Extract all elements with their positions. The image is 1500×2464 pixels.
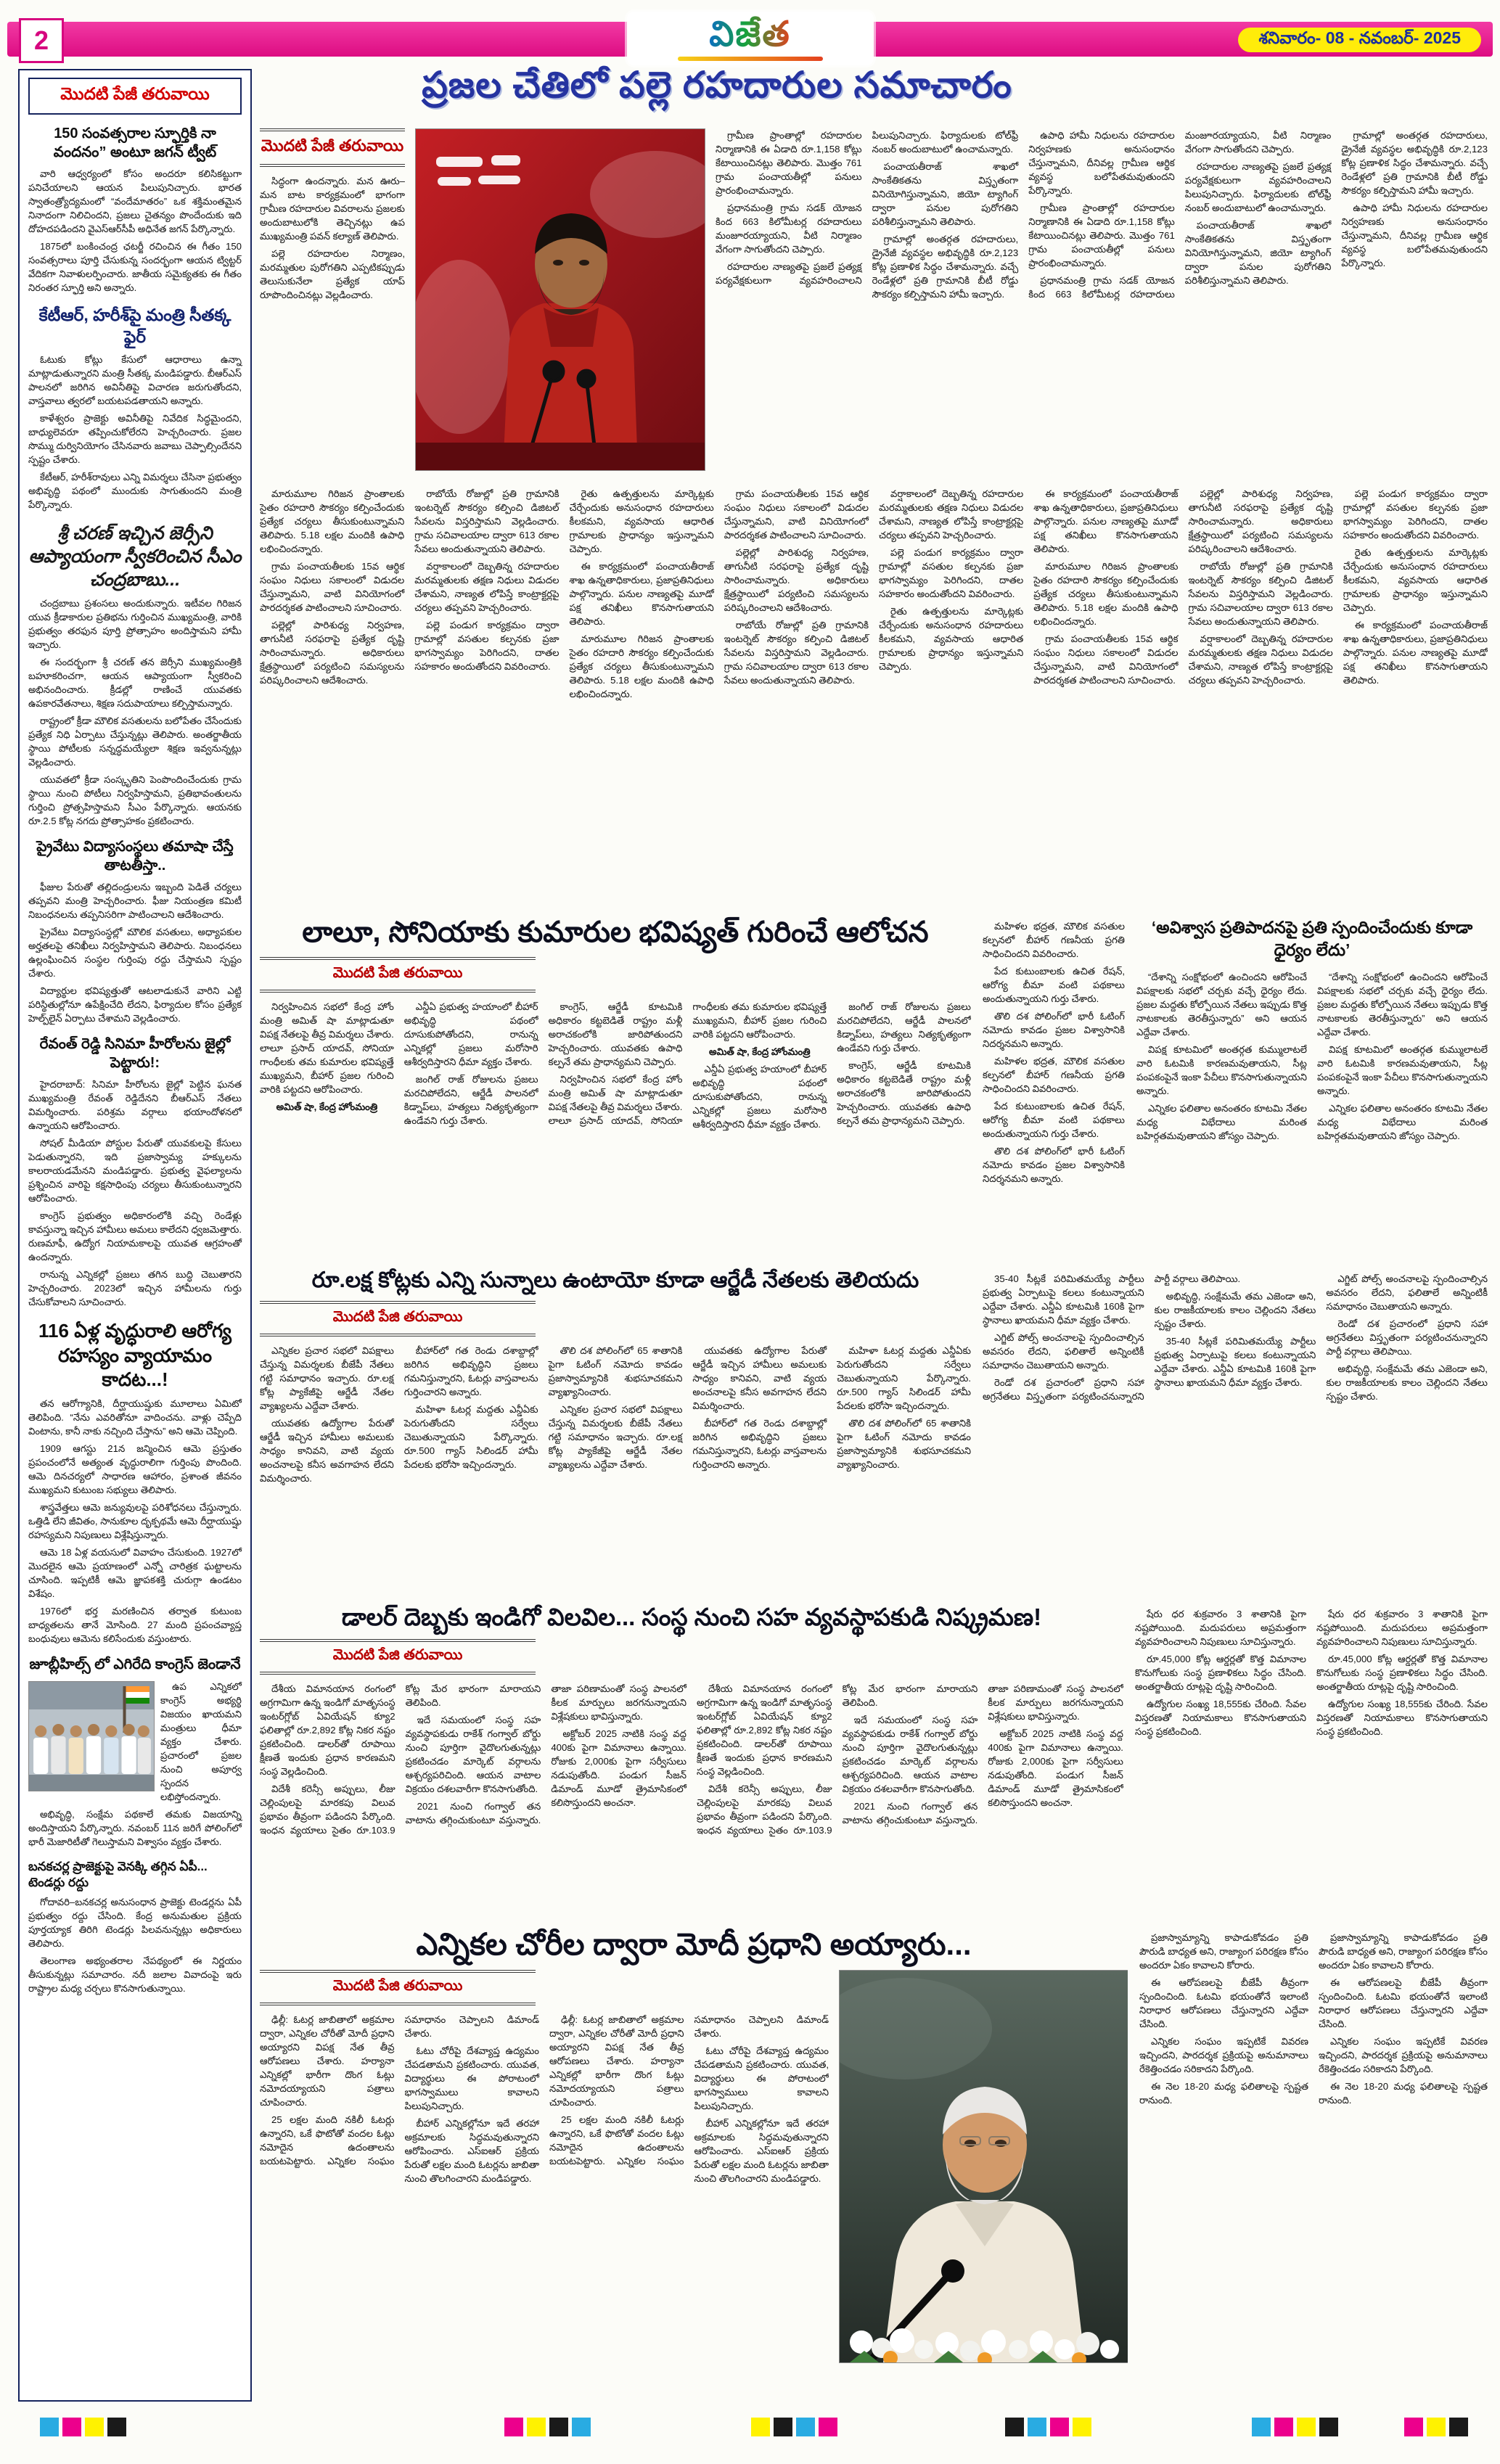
body-paragraph: గ్రామాల్లో అంతర్గత రహదారులు, డ్రైనేజీ వ్యవస్థల అభివృద్ధికి రూ.2,123 కోట్ల ప్రణాళిక సిద్ధం చేశామన్నారు. వచ్చే రెండేళ్లలో ప్రతి గ్రామానికి బీటీ రోడ్డు సౌకర్యం కల్పిస్తామని హామీ ఇచ్చారు. <box>1341 130 1488 196</box>
body-paragraph: రూ.45,000 కోట్ల ఆర్డర్లతో కొత్త విమానాల కొనుగోలుకు సంస్థ ప్రణాళికలు సిద్ధం చేసింది. అంతర్జాతీయ రూట్లపై దృష్టి సారించింది. <box>1135 1654 1306 1692</box>
body-paragraph: గ్రామ పంచాయతీలకు 15వ ఆర్థిక సంఘం నిధులు సకాలంలో విడుదల చేస్తున్నామని, వాటి వినియోగంలో పారదర్శకత పాటించాలని సూచించారు. <box>1033 633 1179 686</box>
body-paragraph: తన ఆరోగ్యానికి, దీర్ఘాయుష్షుకు మూలాలు ఏమిటో తెలిపింది. “నేను ఎవరితోనూ వాదించను. వాళ్లు చెప్పేది వింటాను, కానీ నాకు నచ్చింది చేస్తాను” అని ఆమె చెప్పింది. <box>28 1398 242 1437</box>
article-body <box>28 1397 242 1646</box>
body-paragraph: అభివృద్ధి, సంక్షేమ పథకాలే తమకు విజయాన్ని అందిస్తాయని పేర్కొన్నారు. నవంబర్ 11న జరిగే పోలింగ్‌లో భారీ మెజారిటీతో గెలుస్తామని విశ్వాసం వ్యక్తం చేశారు. <box>28 1808 242 1847</box>
article-body-middle-column <box>983 915 1125 1256</box>
masthead-swoosh-decoration <box>678 57 823 61</box>
body-paragraph: రైతు ఉత్పత్తులను మార్కెట్లకు చేర్చేందుకు అనుసంధాన రహదారులు కీలకమని, వ్యవసాయ ఆధారిత గ్రామాలకు ప్రాధాన్యం ఇస్తున్నామని చెప్పారు. <box>879 606 1024 672</box>
body-paragraph: ఈ నెల 18-20 మధ్య ఫలితాలపై స్పష్టత రానుంది. <box>1319 2081 1488 2106</box>
article-title: శ్రీ చరణ్ ఇచ్చిన జెర్సీని ఆప్యాయంగా స్వీకరించిన సీఎం చంద్రబాబు... <box>28 523 242 591</box>
body-paragraph: జంగిల్ రాజ్ రోజులను ప్రజలు మరచిపోలేదని, ఆర్జేడీ పాలనలో కిడ్నాప్‌లు, హత్యలు నిత్యకృత్యంగా ఉండేవని గుర్తు చేశారు. <box>403 1074 538 1126</box>
body-paragraph: 1976లో భర్త మరణించిన తర్వాత కుటుంబ బాధ్యతలను తానే మోసింది. 27 మంది ప్రపంచవ్యాప్త బంధువులు ఆమెను కలిసేందుకు వస్తుంటారు. <box>28 1606 242 1645</box>
body-paragraph: రూ.45,000 కోట్ల ఆర్డర్లతో కొత్త విమానాల కొనుగోలుకు సంస్థ ప్రణాళికలు సిద్ధం చేసింది. అంతర్జాతీయ రూట్లపై దృష్టి సారించింది. <box>1316 1654 1488 1692</box>
body-paragraph: ఎన్నికల ఫలితాల అనంతరం కూటమి నేతల మధ్య విభేదాలు మరింత బహిర్గతమవుతాయని జోస్యం చెప్పారు. <box>1136 1103 1307 1142</box>
body-paragraph: 35-40 సీట్లకే పరిమితమయ్యే పార్టీలు ప్రభుత్వ ఏర్పాటుపై కలలు కంటున్నాయని ఎద్దేవా చేశారు. ఎన్డీఏ కూటమికి 160కి పైగా స్థానాలు ఖాయమని ధీమా వ్యక్తం చేశారు. <box>983 1273 1144 1326</box>
body-paragraph: చంద్రబాబు ప్రశంసలు అందుకున్నారు. ఇటీవల గిరిజన యువ క్రీడాకారుల ప్రతిభను గుర్తించిన ముఖ్యమంత్రి, వారికి ప్రభుత్వం తరఫున పూర్తి ప్రోత్సాహం అందిస్తామని హామీ ఇచ్చారు. <box>28 598 242 651</box>
body-paragraph: అక్టోబర్ 2025 నాటికి సంస్థ వద్ద 400కు పైగా విమానాలు ఉన్నాయి. రోజుకు 2,000కు పైగా సర్వీసులు నడుపుతోంది. పండుగ సీజన్ డిమాండ్ మూడో త్రైమాసికంలో కలిసొస్తుందని అంచనా. <box>988 1728 1123 1808</box>
registration-mark-group <box>40 2418 126 2436</box>
body-paragraph: 25 లక్షల మంది నకిలీ ఓటర్లు ఉన్నారని, ఒకే ఫొటోతో వందల ఓట్లు నమోదైన ఉదంతాలను బయటపెట్టారు. ఎన్నికల సంఘం సమాధానం చెప్పాలని డిమాండ్ చేశారు. <box>549 2014 829 2167</box>
body-paragraph: తొలి దశ పోలింగ్‌లో 65 శాతానికి పైగా ఓటింగ్ నమోదు కావడం ప్రజాస్వామ్యానికి శుభసూచకమని వ్యాఖ్యానించారు. <box>837 1418 971 1470</box>
body-paragraph: మారుమూల గిరిజన ప్రాంతాలకు సైతం రహదారి సౌకర్యం కల్పించేందుకు ప్రత్యేక చర్యలు తీసుకుంటున్నామని తెలిపారు. 5.18 లక్షల మందికి ఉపాధి లభించిందన్నారు. <box>569 633 714 699</box>
body-paragraph: అమిత్ షా, కేంద్ర హోంమంత్రి <box>276 1101 378 1112</box>
body-paragraph: ఈ కార్యక్రమంలో పంచాయతీరాజ్ శాఖ ఉన్నతాధికారులు, ప్రజాప్రతినిధులు పాల్గొన్నారు. పనుల నాణ్యతపై మూడో పక్ష తనిఖీలు కొనసాగుతాయని తెలిపారు. <box>1343 620 1488 686</box>
body-paragraph: ఈ కార్యక్రమంలో పంచాయతీరాజ్ శాఖ ఉన్నతాధికారులు, ప్రజాప్రతినిధులు పాల్గొన్నారు. పనుల నాణ్యతపై మూడో పక్ష తనిఖీలు కొనసాగుతాయని తెలిపారు. <box>569 561 714 627</box>
body-paragraph: ఓటుకు కోట్లు కేసులో ఆధారాలు ఉన్నా మాట్లాడుతున్నారని మంత్రి సీతక్క మండిపడ్డారు. బీఆర్ఎస్ పాలనలో జరిగిన అవినీతిపై విచారణ జరుగుతోందని, వాస్తవాలు త్వరలో బయటపడతాయని అన్నారు. <box>28 354 242 407</box>
body-paragraph: ఓటు చోరీపై దేశవ్యాప్త ఉద్యమం చేపడతామని ప్రకటించారు. యువత, విద్యార్థులు ఈ పోరాటంలో భాగస్వాములు కావాలని పిలుపునిచ్చారు. <box>694 2045 829 2112</box>
body-paragraph: పల్లె రహదారుల నిర్మాణం, మరమ్మతుల పురోగతిని ఎప్పటికప్పుడు తెలుసుకునేలా ప్రత్యేక యాప్ రూపొందించినట్లు వెల్లడించారు. <box>260 248 405 300</box>
body-paragraph: ఉపాధి హామీ నిధులను రహదారుల నిర్వహణకు అనుసంధానం చేస్తున్నామని, దీనివల్ల గ్రామీణ ఆర్థిక వ్యవస్థ బలోపేతమవుతుందని పేర్కొన్నారు. <box>1341 202 1488 268</box>
article-body <box>28 880 242 1025</box>
article-title: 150 సంవత్సరాల స్ఫూర్తికి నా వందనం” అంటూ జగన్ ట్వీట్ <box>53 126 217 160</box>
registration-mark-group <box>1404 2418 1468 2436</box>
article-rural-roads <box>260 64 1488 903</box>
body-paragraph: విపక్ష కూటమిలో అంతర్గత కుమ్ములాటలే వారి ఓటమికి కారణమవుతాయని, సీట్ల పంపకంపైనే ఇంకా పేచీలు కొనసాగుతున్నాయని అన్నారు. <box>1317 1044 1488 1097</box>
article-body <box>716 128 1488 478</box>
body-paragraph: బీహార్ ఎన్నికల్లోనూ ఇదే తరహా అక్రమాలకు సిద్ధమవుతున్నారని ఆరోపించారు. ఎస్ఐఆర్ ప్రక్రియ పేరుతో లక్షల మంది ఓటర్లను జాబితా నుంచి తొలగించారని మండిపడ్డారు. <box>694 2118 829 2185</box>
article-headline: రూ.లక్ష కోట్లకు ఎన్ని సున్నాలు ఉంటాయో కూడా ఆర్జేడీ నేతలకు తెలియదు <box>311 1268 919 1292</box>
body-paragraph: 2021 నుంచి గంగ్వాల్ తన వాటాను తగ్గించుకుంటూ వస్తున్నారు. తాజా పరిణామంతో సంస్థ పాలనలో కీలక మార్పులు జరగనున్నాయని విశ్లేషకులు భావిస్తున్నారు. <box>405 1683 687 1826</box>
body-paragraph: ఎన్నికల ఫలితాల అనంతరం కూటమి నేతల మధ్య విభేదాలు మరింత బహిర్గతమవుతాయని జోస్యం చెప్పారు. <box>1317 1103 1488 1142</box>
pawan-kalyan-photo <box>415 128 705 471</box>
body-paragraph: 1909 ఆగస్టు 21న జన్మించిన ఆమె ప్రస్తుతం ప్రపంచంలోనే అత్యంత వృద్ధురాలిగా గుర్తింపు పొందింది. ఆమె దినచర్యలో సాధారణ ఆహారం, ప్రశాంత జీవనం ముఖ్యమని కుటుంబ సభ్యులు తెలిపారు. <box>28 1443 242 1496</box>
body-paragraph: రాబోయే రోజుల్లో ప్రతి గ్రామానికి ఇంటర్నెట్ సౌకర్యం కల్పించి డిజిటల్ సేవలను విస్తరిస్తామని వెల్లడించారు. గ్రామ సచివాలయాల ద్వారా 613 రకాల సేవలు అందుతున్నాయని తెలిపారు. <box>414 488 560 554</box>
body-paragraph: రాబోయే రోజుల్లో ప్రతి గ్రామానికి ఇంటర్నెట్ సౌకర్యం కల్పించి డిజిటల్ సేవలను విస్తరిస్తామని వెల్లడించారు. గ్రామ సచివాలయాల ద్వారా 613 రకాల సేవలు అందుతున్నాయని తెలిపారు. <box>1188 561 1333 627</box>
body-paragraph: సోషల్ మీడియా పోస్టుల పేరుతో యువకులపై కేసులు పెడుతున్నారని, ఇది ప్రజాస్వామ్య హక్కులను కాలరాయడమేనని మండిపడ్డారు. ప్రభుత్వ వైఫల్యాలను ప్రశ్నించిన వారిపై కక్షసాధింపు చర్యలు తీసుకుంటున్నారని ఆరోపించారు. <box>28 1138 242 1204</box>
body-paragraph: గ్రామాల్లో అంతర్గత రహదారులు, డ్రైనేజీ వ్యవస్థల అభివృద్ధికి రూ.2,123 కోట్ల ప్రణాళిక సిద్ధం చేశామన్నారు. వచ్చే రెండేళ్లలో ప్రతి గ్రామానికి బీటీ రోడ్డు సౌకర్యం కల్పిస్తామని హామీ ఇచ్చారు. <box>872 234 1019 300</box>
body-paragraph: ఎన్నికల ప్రచార సభలో విపక్షాలు చేస్తున్న విమర్శలకు బీజేపీ నేతలు గట్టి సమాధానం ఇచ్చారు. రూ.లక్ష కోట్ల ప్యాకేజీపై ఆర్జేడీ నేతల వ్యాఖ్యలను ఎద్దేవా చేశారు. <box>260 1345 394 1411</box>
article-modi-elections <box>260 1926 1488 2391</box>
body-paragraph: ప్రజాస్వామ్యాన్ని కాపాడుకోవడం ప్రతి పౌరుడి బాధ్యత అని, రాజ్యాంగ పరిరక్షణ కోసం అందరూ ఏకం కావాలని కోరారు. <box>1139 1932 1308 1971</box>
article-body <box>28 353 242 512</box>
article-lalu-sonia <box>260 915 1488 1256</box>
article-body <box>260 487 1488 903</box>
body-paragraph: దేశీయ విమానయాన రంగంలో అగ్రగామిగా ఉన్న ఇండిగో మాతృసంస్థ ఇంటర్‌గ్లోబ్ ఏవియేషన్ క్యూ2 ఫలితాల్లో రూ.2,892 కోట్ల నికర నష్టం ప్రకటించింది. డాలర్‌తో రూపాయి క్షీణతే ఇందుకు ప్రధాన కారణమని సంస్థ వెల్లడించింది. <box>260 1683 396 1777</box>
body-paragraph: రాబోయే రోజుల్లో ప్రతి గ్రామానికి ఇంటర్నెట్ సౌకర్యం కల్పించి డిజిటల్ సేవలను విస్తరిస్తామని వెల్లడించారు. గ్రామ సచివాలయాల ద్వారా 613 రకాల సేవలు అందుతున్నాయని తెలిపారు. <box>724 620 869 686</box>
article-intro-column <box>260 128 405 478</box>
left-article-jagan-tweet <box>28 125 242 295</box>
continued-box-title: మొదటి పేజీ తరువాయి <box>28 78 242 115</box>
body-paragraph: ఢిల్లీ: ఓటర్ల జాబితాలో అక్రమాల ద్వారా, ఎన్నికల చోరీతో మోదీ ప్రధాని అయ్యారని విపక్ష నేత తీవ్ర ఆరోపణలు చేశారు. హర్యానా ఎన్నికల్లో భారీగా దొంగ ఓట్లు నమోదయ్యాయని పత్రాలు చూపించారు. <box>549 2014 684 2108</box>
article-title: బనకచర్ల ప్రాజెక్టుపై వెనక్కి తగ్గిన ఏపీ... టెండర్లు రద్దు <box>28 1859 208 1889</box>
body-paragraph: ఉపాధి హామీ నిధులను రహదారుల నిర్వహణకు అనుసంధానం చేస్తున్నామని, దీనివల్ల గ్రామీణ ఆర్థిక వ్యవస్థ బలోపేతమవుతుందని పేర్కొన్నారు. <box>1028 130 1175 196</box>
article-rjd-zeros <box>260 1268 1488 1591</box>
body-paragraph: పల్లెల్లో పారిశుధ్య నిర్వహణ, తాగునీటి సరఫరాపై ప్రత్యేక దృష్టి సారించామన్నారు. అధికారులు క్షేత్రస్థాయిలో పర్యటించి సమస్యలను పరిష్కరించాలని ఆదేశించారు. <box>260 620 405 686</box>
body-paragraph: రెండో దశ ప్రచారంలో ప్రధాని సహా అగ్రనేతలు విస్తృతంగా పర్యటించనున్నారని పార్టీ వర్గాలు తెలిపాయి. <box>1326 1318 1488 1357</box>
body-paragraph: ఉప ఎన్నికలో కాంగ్రెస్ అభ్యర్థి విజయం ఖాయమని మంత్రులు ధీమా వ్యక్తం చేశారు. ప్రచారంలో ప్రజల నుంచి అపూర్వ స్పందన లభిస్తోందన్నారు. <box>160 1680 242 1802</box>
body-paragraph: తొలి దశ పోలింగ్‌లో భారీ ఓటింగ్ నమోదు కావడం ప్రజల విశ్వాసానికి నిదర్శనమని అన్నారు. <box>983 1011 1125 1049</box>
body-paragraph: ఆమె 18 ఏళ్ల వయసులో వివాహం చేసుకుంది. 1927లో మొదలైన ఆమె ప్రయాణంలో ఎన్నో చారిత్రక ఘట్టాలను చూసింది. ఇప్పటికీ ఆమె జ్ఞాపకశక్తి చురుగ్గా ఉండటం విశేషం. <box>28 1547 242 1600</box>
article-body <box>28 167 242 295</box>
body-paragraph: మహిళా ఓటర్ల మద్దతు ఎన్డీఏకు పెరుగుతోందని సర్వేలు చెబుతున్నాయని పేర్కొన్నారు. రూ.500 గ్యాస్ సిలిండర్ హామీ పేదలకు భరోసా ఇచ్చిందన్నారు. <box>837 1345 971 1411</box>
body-paragraph: విదేశీ కరెన్సీ అప్పులు, లీజు చెల్లింపులపై మారకపు విలువ ప్రభావం తీవ్రంగా పడిందని పేర్కొంది. ఇంధన వ్యయాలు సైతం రూ.103.9 కోట్ల మేర భారంగా మారాయని తెలిపింది. <box>696 1683 978 1836</box>
body-paragraph: నిర్వహించిన సభలో కేంద్ర హోం మంత్రి అమిత్ షా మాట్లాడుతూ విపక్ష నేతలపై తీవ్ర విమర్శలు చేశారు. లాలూ ప్రసాద్ యాదవ్, సోనియా గాంధీలకు తమ కుమారుల భవిష్యత్తే ముఖ్యమని, బీహార్ ప్రజల గురించి వారికి పట్టదని ఆరోపించారు. <box>548 1001 827 1126</box>
modi-photo <box>839 1970 1128 2363</box>
congress-rally-photo <box>28 1681 155 1791</box>
article-body-right <box>1139 1926 1488 2391</box>
body-paragraph: ఇదే సమయంలో సంస్థ సహ వ్యవస్థాపకుడు రాకేశ్ గంగ్వాల్ బోర్డు నుంచి పూర్తిగా వైదొలగుతున్నట్లు ప్రకటించడం మార్కెట్ వర్గాలను ఆశ్చర్యపరిచింది. ఆయన వాటాల విక్రయం దశలవారీగా కొనసాగుతోంది. <box>842 1714 978 1794</box>
body-paragraph: విద్యార్థుల భవిష్యత్తుతో ఆటలాడుకునే వారిని ఎట్టి పరిస్థితుల్లోనూ ఉపేక్షించేది లేదని, ఫిర్యాదుల కోసం ప్రత్యేక హెల్ప్‌లైన్ ఏర్పాటు చేశామని వెల్లడించారు. <box>28 985 242 1024</box>
body-paragraph: ఈ కార్యక్రమంలో పంచాయతీరాజ్ శాఖ ఉన్నతాధికారులు, ప్రజాప్రతినిధులు పాల్గొన్నారు. పనుల నాణ్యతపై మూడో పక్ష తనిఖీలు కొనసాగుతాయని తెలిపారు. <box>1033 488 1179 554</box>
body-paragraph: అభివృద్ధి, సంక్షేమమే తమ ఎజెండా అని, కుల రాజకీయాలకు కాలం చెల్లిందని నేతలు స్పష్టం చేశారు. <box>1326 1363 1488 1402</box>
body-paragraph: పేద కుటుంబాలకు ఉచిత రేషన్, ఆరోగ్య బీమా వంటి పథకాలు అందుతున్నాయని గుర్తు చేశారు. <box>983 1101 1125 1139</box>
body-paragraph: ఇదే సమయంలో సంస్థ సహ వ్యవస్థాపకుడు రాకేశ్ గంగ్వాల్ బోర్డు నుంచి పూర్తిగా వైదొలగుతున్నట్లు ప్రకటించడం మార్కెట్ వర్గాలను ఆశ్చర్యపరిచింది. ఆయన వాటాల విక్రయం దశలవారీగా కొనసాగుతోంది. <box>405 1714 541 1794</box>
article-body <box>28 1077 242 1309</box>
body-paragraph: కాంగ్రెస్ ప్రభుత్వం అధికారంలోకి వచ్చి రెండేళ్లు కావస్తున్నా ఇచ్చిన హామీలు అమలు కాలేదని ధ్వజమెత్తారు. రుణమాఫీ, ఉద్యోగ నియామకాలపై యువత ఆగ్రహంతో ఉందన్నారు. <box>28 1210 242 1263</box>
body-paragraph: పేద కుటుంబాలకు ఉచిత రేషన్, ఆరోగ్య బీమా వంటి పథకాలు అందుతున్నాయని గుర్తు చేశారు. <box>983 966 1125 1004</box>
body-paragraph: విపక్ష కూటమిలో అంతర్గత కుమ్ములాటలే వారి ఓటమికి కారణమవుతాయని, సీట్ల పంపకంపైనే ఇంకా పేచీలు కొనసాగుతున్నాయని అన్నారు. <box>1136 1044 1307 1097</box>
article-body <box>260 1682 1123 1915</box>
body-paragraph: జంగిల్ రాజ్ రోజులను ప్రజలు మరచిపోలేదని, ఆర్జేడీ పాలనలో కిడ్నాప్‌లు, హత్యలు నిత్యకృత్యంగా ఉండేవని గుర్తు చేశారు. <box>837 1001 971 1054</box>
body-paragraph: 2021 నుంచి గంగ్వాల్ తన వాటాను తగ్గించుకుంటూ వస్తున్నారు. తాజా పరిణామంతో సంస్థ పాలనలో కీలక మార్పులు జరగనున్నాయని విశ్లేషకులు భావిస్తున్నారు. <box>842 1683 1123 1826</box>
body-paragraph: సిద్ధంగా ఉందన్నారు. మన ఊరు–మన బాట కార్యక్రమంలో భాగంగా గ్రామీణ రహదారుల వివరాలను ప్రజలకు అందుబాటులోకి తెచ్చినట్లు ఉప ముఖ్యమంత్రి పవన్ కల్యాణ్ తెలిపారు. <box>260 176 405 242</box>
article-body-right <box>983 1268 1488 1591</box>
page-number: 2 <box>19 18 64 63</box>
body-paragraph: బీహార్‌లో గత రెండు దశాబ్దాల్లో జరిగిన అభివృద్ధిని ప్రజలు గమనిస్తున్నారని, ఓటర్లు వాస్తవాలను గుర్తించారని అన్నారు. <box>692 1418 827 1470</box>
body-paragraph: షేరు ధర శుక్రవారం 3 శాతానికి పైగా నష్టపోయింది. మదుపరులు అప్రమత్తంగా వ్యవహరించాలని నిపుణులు సూచిస్తున్నారు. <box>1316 1609 1488 1647</box>
body-paragraph: ఎగ్జిట్ పోల్స్ అంచనాలపై స్పందించాల్సిన అవసరం లేదని, ఫలితాలే అన్నింటికీ సమాధానం చెబుతాయని అన్నారు. <box>1326 1273 1488 1312</box>
body-paragraph: ఎగ్జిట్ పోల్స్ అంచనాలపై స్పందించాల్సిన అవసరం లేదని, ఫలితాలే అన్నింటికీ సమాధానం చెబుతాయని అన్నారు. <box>983 1332 1144 1371</box>
body-paragraph: పల్లె పండుగ కార్యక్రమం ద్వారా గ్రామాల్లో వసతుల కల్పనకు ప్రజా భాగస్వామ్యం పెరిగిందని, దాతల సహకారం అందుతోందని వివరించారు. <box>879 547 1024 599</box>
body-paragraph: అమిత్ షా, కేంద్ర హోంమంత్రి <box>709 1046 811 1057</box>
body-paragraph: శాస్త్రవేత్తలు ఆమె జన్యువులపై పరిశోధనలు చేస్తున్నారు. ఒత్తిడి లేని జీవితం, సానుకూల దృక్పథమే ఆమె దీర్ఘాయుష్షు రహస్యమని నిపుణులు విశ్లేషిస్తున్నారు. <box>28 1502 242 1541</box>
article-body <box>260 174 405 305</box>
body-paragraph: పంచాయతీరాజ్ శాఖలో సాంకేతికతను విస్తృతంగా వినియోగిస్తున్నామని, జియో ట్యాగింగ్ ద్వారా పనుల పురోగతిని పరిశీలిస్తున్నామని తెలిపారు. <box>872 161 1019 227</box>
article-headline: ప్రజల చేతిలో పల్లె రహదారుల సమాచారం <box>422 65 1012 105</box>
body-paragraph: మహిళా ఓటర్ల మద్దతు ఎన్డీఏకు పెరుగుతోందని సర్వేలు చెబుతున్నాయని పేర్కొన్నారు. రూ.500 గ్యాస్ సిలిండర్ హామీ పేదలకు భరోసా ఇచ్చిందన్నారు. <box>403 1404 538 1470</box>
body-paragraph: రహదారుల నాణ్యతపై ప్రజలే ప్రత్యక్ష పర్యవేక్షకులుగా వ్యవహరించాలని పిలుపునిచ్చారు. ఫిర్యాదులకు టోల్‌ఫ్రీ నంబర్ అందుబాటులో ఉంచామన్నారు. <box>1184 161 1332 213</box>
article-title: కేటీఆర్, హరీశ్‌పై మంత్రి సీతక్క ఫైర్ <box>38 305 231 346</box>
article-title: జూబ్లీహిల్స్ లో ఎగిరేది కాంగ్రెస్ జెండానే <box>29 1656 241 1673</box>
body-paragraph: బీహార్‌లో గత రెండు దశాబ్దాల్లో జరిగిన అభివృద్ధిని ప్రజలు గమనిస్తున్నారని, ఓటర్లు వాస్తవాలను గుర్తించారని అన్నారు. <box>403 1345 538 1397</box>
body-paragraph: గ్రామీణ ప్రాంతాల్లో రహదారుల నిర్మాణానికి ఈ ఏడాది రూ.1,158 కోట్లు కేటాయించినట్లు తెలిపారు. మొత్తం 761 గ్రామ పంచాయతీల్లో పనులు ప్రారంభించామన్నారు. <box>1028 202 1175 268</box>
body-paragraph: ఈ నెల 18-20 మధ్య ఫలితాలపై స్పష్టత రానుంది. <box>1139 2081 1308 2106</box>
body-paragraph: తొలి దశ పోలింగ్‌లో భారీ ఓటింగ్ నమోదు కావడం ప్రజల విశ్వాసానికి నిదర్శనమని అన్నారు. <box>983 1146 1125 1184</box>
left-continued-column <box>18 69 252 2402</box>
continued-label: మొదటి పేజి తరువాయి <box>260 1301 536 1336</box>
body-paragraph: మహిళల భద్రత, మౌలిక వసతుల కల్పనలో బీహార్ గణనీయ ప్రగతి సాధించిందని వివరించారు. <box>983 921 1125 959</box>
body-paragraph: ఢిల్లీ: ఓటర్ల జాబితాలో అక్రమాల ద్వారా, ఎన్నికల చోరీతో మోదీ ప్రధాని అయ్యారని విపక్ష నేత తీవ్ర ఆరోపణలు చేశారు. హర్యానా ఎన్నికల్లో భారీగా దొంగ ఓట్లు నమోదయ్యాయని పత్రాలు చూపించారు. <box>260 2014 395 2108</box>
body-paragraph: తొలి దశ పోలింగ్‌లో 65 శాతానికి పైగా ఓటింగ్ నమోదు కావడం ప్రజాస్వామ్యానికి శుభసూచకమని వ్యాఖ్యానించారు. <box>548 1345 683 1397</box>
body-paragraph: ఉద్యోగుల సంఖ్య 18,555కు చేరింది. సేవల విస్తరణతో నియామకాలు కొనసాగుతాయని సంస్థ ప్రకటించింది. <box>1135 1699 1306 1737</box>
masthead-bar <box>7 15 1493 57</box>
left-article-banakacherla <box>28 1859 242 1996</box>
body-paragraph: వర్షాకాలంలో దెబ్బతిన్న రహదారుల మరమ్మతులకు తక్షణ నిధులు విడుదల చేశామని, నాణ్యత లోపిస్తే కాంట్రాక్టర్లపై చర్యలు తప్పవని హెచ్చరించారు. <box>414 561 560 613</box>
registration-mark-group <box>751 2418 837 2436</box>
left-article-private-schools <box>28 838 242 1025</box>
article-body-right <box>1135 1603 1488 1915</box>
registration-mark-group <box>504 2418 591 2436</box>
body-paragraph: యువతకు ఉద్యోగాల పేరుతో ఆర్జేడీ ఇచ్చిన హామీలు అమలుకు సాధ్యం కానివని, వాటి వ్యయ అంచనాలపై కనీస అవగాహన లేదని విమర్శించారు. <box>260 1418 394 1484</box>
left-article-jersey <box>28 522 242 828</box>
body-paragraph: వారి ఆధ్వర్యంలో కోసం అందరూ కలిసికట్టుగా పనిచేయాలని ఆయన పిలుపునిచ్చారు. భారత స్వాతంత్ర్యోద్యమంలో “వందేమాతరం” ఒక శక్తిమంతమైన నినాదంగా నిలిచిందని, ప్రజలు చైతన్యం పొందేందుకు ఇది దోహదపడిందని వైఎస్ఆర్‌సీపీ అధినేత జగన్ పేర్కొన్నారు. <box>28 168 242 235</box>
body-paragraph: నిర్వహించిన సభలో కేంద్ర హోం మంత్రి అమిత్ షా మాట్లాడుతూ విపక్ష నేతలపై తీవ్ర విమర్శలు చేశారు. లాలూ ప్రసాద్ యాదవ్, సోనియా గాంధీలకు తమ కుమారుల భవిష్యత్తే ముఖ్యమని, బీహార్ ప్రజల గురించి వారికి పట్టదని ఆరోపించారు. <box>260 1001 394 1095</box>
registration-mark-group <box>1252 2418 1338 2436</box>
body-paragraph: ఎన్నికల సంఘం ఇప్పటికే వివరణ ఇచ్చిందని, పారదర్శక ప్రక్రియపై అనుమానాలు రేకెత్తించడం సరికాదని పేర్కొంది. <box>1319 2036 1488 2074</box>
body-paragraph: 35-40 సీట్లకే పరిమితమయ్యే పార్టీలు ప్రభుత్వ ఏర్పాటుపై కలలు కంటున్నాయని ఎద్దేవా చేశారు. ఎన్డీఏ కూటమికి 160కి పైగా స్థానాలు ఖాయమని ధీమా వ్యక్తం చేశారు. <box>1154 1336 1316 1388</box>
article-body <box>260 1344 971 1591</box>
article-title: ప్రైవేటు విద్యాసంస్థలు తమాషా చేస్తే తాటతీస్తా.. <box>36 839 234 874</box>
left-article-seethakka <box>28 305 242 512</box>
body-paragraph: ఓటు చోరీపై దేశవ్యాప్త ఉద్యమం చేపడతామని ప్రకటించారు. యువత, విద్యార్థులు ఈ పోరాటంలో భాగస్వాములు కావాలని పిలుపునిచ్చారు. <box>404 2045 539 2112</box>
body-paragraph: షేరు ధర శుక్రవారం 3 శాతానికి పైగా నష్టపోయింది. మదుపరులు అప్రమత్తంగా వ్యవహరించాలని నిపుణులు సూచిస్తున్నారు. <box>1135 1609 1306 1647</box>
body-paragraph: దేశీయ విమానయాన రంగంలో అగ్రగామిగా ఉన్న ఇండిగో మాతృసంస్థ ఇంటర్‌గ్లోబ్ ఏవియేషన్ క్యూ2 ఫలితాల్లో రూ.2,892 కోట్ల నికర నష్టం ప్రకటించింది. డాలర్‌తో రూపాయి క్షీణతే ఇందుకు ప్రధాన కారణమని సంస్థ వెల్లడించింది. <box>696 1683 832 1777</box>
article-body <box>28 1895 242 1995</box>
body-paragraph: ఈ ఆరోపణలపై బీజేపీ తీవ్రంగా స్పందించింది. ఓటమి భయంతోనే ఇలాంటి నిరాధార ఆరోపణలు చేస్తున్నారని ఎద్దేవా చేసింది. <box>1319 1977 1488 2029</box>
body-paragraph: ఈ ఆరోపణలపై బీజేపీ తీవ్రంగా స్పందించింది. ఓటమి భయంతోనే ఇలాంటి నిరాధార ఆరోపణలు చేస్తున్నారని ఎద్దేవా చేసింది. <box>1139 1977 1308 2029</box>
body-paragraph: 25 లక్షల మంది నకిలీ ఓటర్లు ఉన్నారని, ఒకే ఫొటోతో వందల ఓట్లు నమోదైన ఉదంతాలను బయటపెట్టారు. ఎన్నికల సంఘం సమాధానం చెప్పాలని డిమాండ్ చేశారు. <box>260 2014 539 2167</box>
body-paragraph: పల్లెల్లో పారిశుధ్య నిర్వహణ, తాగునీటి సరఫరాపై ప్రత్యేక దృష్టి సారించామన్నారు. అధికారులు క్షేత్రస్థాయిలో పర్యటించి సమస్యలను పరిష్కరించాలని ఆదేశించారు. <box>1188 488 1333 554</box>
body-paragraph: మహిళల భద్రత, మౌలిక వసతుల కల్పనలో బీహార్ గణనీయ ప్రగతి సాధించిందని వివరించారు. <box>983 1056 1125 1094</box>
body-paragraph: యువతకు ఉద్యోగాల పేరుతో ఆర్జేడీ ఇచ్చిన హామీలు అమలుకు సాధ్యం కానివని, వాటి వ్యయ అంచనాలపై కనీస అవగాహన లేదని విమర్శించారు. <box>692 1345 827 1411</box>
body-paragraph: కాంగ్రెస్, ఆర్జేడీ కూటమికి అధికారం కట్టబెడితే రాష్ట్రం మళ్లీ అరాచకంలోకి జారిపోతుందని హెచ్చరించారు. యువతకు ఉపాధి కల్పనే తమ ప్రాధాన్యమని చెప్పారు. <box>548 1001 683 1067</box>
article-indigo <box>260 1603 1488 1915</box>
date-line: శనివారం- 08 - నవంబర్- 2025 <box>1238 28 1481 52</box>
body-paragraph: కేటీఆర్, హరీశ్‌రావులు ఎన్ని విమర్శలు చేసినా ప్రభుత్వం అభివృద్ధి పథంలో ముందుకు సాగుతుందని మంత్రి పేర్కొన్నారు. <box>28 472 242 511</box>
continued-label: మొదటి పేజీ తరువాయి <box>260 128 405 167</box>
body-paragraph: ఉద్యోగుల సంఖ్య 18,555కు చేరింది. సేవల విస్తరణతో నియామకాలు కొనసాగుతాయని సంస్థ ప్రకటించింది. <box>1316 1699 1488 1737</box>
article-body <box>260 2013 829 2370</box>
article-body <box>260 1000 971 1256</box>
body-paragraph: అక్టోబర్ 2025 నాటికి సంస్థ వద్ద 400కు పైగా విమానాలు ఉన్నాయి. రోజుకు 2,000కు పైగా సర్వీసులు నడుపుతోంది. పండుగ సీజన్ డిమాండ్ మూడో త్రైమాసికంలో కలిసొస్తుందని అంచనా. <box>551 1728 687 1808</box>
body-paragraph: ప్రజాస్వామ్యాన్ని కాపాడుకోవడం ప్రతి పౌరుడి బాధ్యత అని, రాజ్యాంగ పరిరక్షణ కోసం అందరూ ఏకం కావాలని కోరారు. <box>1319 1932 1488 1971</box>
body-paragraph: గ్రామ పంచాయతీలకు 15వ ఆర్థిక సంఘం నిధులు సకాలంలో విడుదల చేస్తున్నామని, వాటి వినియోగంలో పారదర్శకత పాటించాలని సూచించారు. <box>260 561 405 613</box>
body-paragraph: 1875లో బంకించంద్ర ఛటర్జీ రచించిన ఈ గీతం 150 సంవత్సరాలు పూర్తి చేసుకున్న సందర్భంగా ఆయన ట్విట్టర్ వేదికగా నివాళులర్పించారు. జాతీయ సమైక్యతకు ఈ గీతం నిరంతర స్ఫూర్తి అని అన్నారు. <box>28 241 242 294</box>
body-paragraph: తెలంగాణ అభ్యంతరాల నేపథ్యంలో ఈ నిర్ణయం తీసుకున్నట్లు సమాచారం. నదీ జలాల వివాదంపై ఇరు రాష్ట్రాల మధ్య చర్చలు కొనసాగుతున్నాయి. <box>28 1955 242 1995</box>
article-title: రేవంత్ రెడ్డి సినిమా హీరోలను జైల్లో పెట్టారు!: <box>39 1036 231 1071</box>
body-paragraph: పల్లె పండుగ కార్యక్రమం ద్వారా గ్రామాల్లో వసతుల కల్పనకు ప్రజా భాగస్వామ్యం పెరిగిందని, దాతల సహకారం అందుతోందని వివరించారు. <box>414 620 560 672</box>
body-paragraph: ఎన్నికల ప్రచార సభలో విపక్షాలు చేస్తున్న విమర్శలకు బీజేపీ నేతలు గట్టి సమాధానం ఇచ్చారు. రూ.లక్ష కోట్ల ప్యాకేజీపై ఆర్జేడీ నేతల వ్యాఖ్యలను ఎద్దేవా చేశారు. <box>548 1404 683 1470</box>
body-paragraph: కాంగ్రెస్, ఆర్జేడీ కూటమికి అధికారం కట్టబెడితే రాష్ట్రం మళ్లీ అరాచకంలోకి జారిపోతుందని హెచ్చరించారు. యువతకు ఉపాధి కల్పనే తమ ప్రాధాన్యమని చెప్పారు. <box>837 1060 971 1126</box>
body-paragraph: ప్రధానమంత్రి గ్రామ సడక్ యోజన కింద 663 కిలోమీటర్ల రహదారులు మంజూరయ్యాయని, వీటి నిర్మాణం వేగంగా సాగుతోందని చెప్పారు. <box>716 202 862 255</box>
article-title: 116 ఏళ్ల వృద్ధురాలి ఆరోగ్య రహస్యం వ్యాయామం కాదట...! <box>38 1320 231 1390</box>
article-headline: డాలర్ దెబ్బకు ఇండిగో విలవిల... సంస్థ నుంచి సహ వ్యవస్థాపకుడి నిష్క్రమణ! <box>341 1603 1042 1630</box>
left-article-old-woman <box>28 1319 242 1646</box>
body-paragraph: “దేశాన్ని సంక్షోభంలో ఉంచిందని ఆరోపించే విపక్షాలకు సభలో చర్చకు వచ్చే ధైర్యం లేదు. ప్రజల మద్దతు కోల్పోయిన నేతలు ఇప్పుడు కొత్త నాటకాలకు తెరతీస్తున్నారు” అని ఆయన ఎద్దేవా చేశారు. <box>1136 972 1307 1038</box>
body-paragraph: అభివృద్ధి, సంక్షేమమే తమ ఎజెండా అని, కుల రాజకీయాలకు కాలం చెల్లిందని నేతలు స్పష్టం చేశారు. <box>1154 1291 1316 1329</box>
body-paragraph: ప్రధానమంత్రి గ్రామ సడక్ యోజన కింద 663 కిలోమీటర్ల రహదారులు మంజూరయ్యాయని, వీటి నిర్మాణం వేగంగా సాగుతోందని చెప్పారు. <box>1028 130 1332 300</box>
body-paragraph: రానున్న ఎన్నికల్లో ప్రజలు తగిన బుద్ధి చెబుతారని హెచ్చరించారు. 2023లో ఇచ్చిన హామీలను గుర్తు చేసుకోవాలని సూచించారు. <box>28 1269 242 1308</box>
body-paragraph: వర్షాకాలంలో దెబ్బతిన్న రహదారుల మరమ్మతులకు తక్షణ నిధులు విడుదల చేశామని, నాణ్యత లోపిస్తే కాంట్రాక్టర్లపై చర్యలు తప్పవని హెచ్చరించారు. <box>879 488 1024 541</box>
body-paragraph: రహదారుల నాణ్యతపై ప్రజలే ప్రత్యక్ష పర్యవేక్షకులుగా వ్యవహరించాలని పిలుపునిచ్చారు. ఫిర్యాదులకు టోల్‌ఫ్రీ నంబర్ అందుబాటులో ఉంచామన్నారు. <box>716 130 1019 286</box>
body-paragraph: ఈ సందర్భంగా శ్రీ చరణ్ తన జెర్సీని ముఖ్యమంత్రికి బహూకరించగా, ఆయన ఆప్యాయంగా స్వీకరించి అభినందించారు. క్రీడల్లో రాణించే యువతకు ఉపకారవేతనాలు, శిక్షణ సదుపాయాలు కల్పిస్తామన్నారు. <box>28 657 242 710</box>
body-paragraph: మారుమూల గిరిజన ప్రాంతాలకు సైతం రహదారి సౌకర్యం కల్పించేందుకు ప్రత్యేక చర్యలు తీసుకుంటున్నామని తెలిపారు. 5.18 లక్షల మందికి ఉపాధి లభించిందన్నారు. <box>1033 561 1179 627</box>
body-paragraph: పల్లెల్లో పారిశుధ్య నిర్వహణ, తాగునీటి సరఫరాపై ప్రత్యేక దృష్టి సారించామన్నారు. అధికారులు క్షేత్రస్థాయిలో పర్యటించి సమస్యలను పరిష్కరించాలని ఆదేశించారు. <box>724 547 869 613</box>
body-paragraph: యువతలో క్రీడా సంస్కృతిని పెంపొందించేందుకు గ్రామ స్థాయి నుంచి పోటీలు నిర్వహిస్తామని, ప్రతిభావంతులను గుర్తించి ప్రోత్సహిస్తామని సీఎం పేర్కొన్నారు. ఆయనకు రూ.2.5 కోట్ల నగదు ప్రోత్సాహకం ప్రకటించారు. <box>28 774 242 827</box>
body-paragraph: వర్షాకాలంలో దెబ్బతిన్న రహదారుల మరమ్మతులకు తక్షణ నిధులు విడుదల చేశామని, నాణ్యత లోపిస్తే కాంట్రాక్టర్లపై చర్యలు తప్పవని హెచ్చరించారు. <box>1188 633 1333 686</box>
continued-label: మొదటి పేజి తరువాయి <box>260 1970 536 2005</box>
body-paragraph: పంచాయతీరాజ్ శాఖలో సాంకేతికతను విస్తృతంగా వినియోగిస్తున్నామని, జియో ట్యాగింగ్ ద్వారా పనుల పురోగతిని పరిశీలిస్తున్నామని తెలిపారు. <box>1184 220 1332 286</box>
body-paragraph: విదేశీ కరెన్సీ అప్పులు, లీజు చెల్లింపులపై మారకపు విలువ ప్రభావం తీవ్రంగా పడిందని పేర్కొంది. ఇంధన వ్యయాలు సైతం రూ.103.9 కోట్ల మేర భారంగా మారాయని తెలిపింది. <box>260 1683 541 1836</box>
print-registration-marks <box>0 2418 1500 2439</box>
body-paragraph: రైతు ఉత్పత్తులను మార్కెట్లకు చేర్చేందుకు అనుసంధాన రహదారులు కీలకమని, వ్యవసాయ ఆధారిత గ్రామాలకు ప్రాధాన్యం ఇస్తున్నామని చెప్పారు. <box>569 488 714 554</box>
body-paragraph: “దేశాన్ని సంక్షోభంలో ఉంచిందని ఆరోపించే విపక్షాలకు సభలో చర్చకు వచ్చే ధైర్యం లేదు. ప్రజల మద్దతు కోల్పోయిన నేతలు ఇప్పుడు కొత్త నాటకాలకు తెరతీస్తున్నారు” అని ఆయన ఎద్దేవా చేశారు. <box>1317 972 1488 1038</box>
left-article-revanth-heroes <box>28 1035 242 1309</box>
body-paragraph: పల్లె పండుగ కార్యక్రమం ద్వారా గ్రామాల్లో వసతుల కల్పనకు ప్రజా భాగస్వామ్యం పెరిగిందని, దాతల సహకారం అందుతోందని వివరించారు. <box>1343 488 1488 541</box>
masthead-panel <box>627 12 874 65</box>
article-headline: ఎన్నికల చోరీల ద్వారా మోదీ ప్రధాని అయ్యారు... <box>416 1927 972 1961</box>
body-paragraph: గోదావరి–బనకచర్ల అనుసంధాన ప్రాజెక్టు టెండర్లను ఏపీ ప్రభుత్వం రద్దు చేసింది. కేంద్ర అనుమతుల ప్రక్రియ పూర్తయ్యాక తిరిగి టెండర్లు పిలవనున్నట్లు అధికారులు తెలిపారు. <box>28 1897 242 1950</box>
body-paragraph: హైదరాబాద్: సినిమా హీరోలను జైల్లో పెట్టిన ఘనత ముఖ్యమంత్రి రేవంత్ రెడ్డిదేనని బీఆర్ఎస్ నేతలు విమర్శించారు. పరిశ్రమ వర్గాలు భయాందోళనలో ఉన్నాయని ఆరోపించారు. <box>28 1079 242 1132</box>
body-paragraph: ఎన్డీఏ ప్రభుత్వ హయాంలో బీహార్ అభివృద్ధి పథంలో దూసుకుపోతోందని, రానున్న ఎన్నికల్లో ప్రజలు మరోసారి ఆశీర్వదిస్తారని ధీమా వ్యక్తం చేశారు. <box>692 1064 827 1130</box>
body-paragraph: ప్రైవేటు విద్యాసంస్థల్లో మౌలిక వసతులు, అధ్యాపకుల అర్హతలపై తనిఖీలు నిర్వహిస్తామని తెలిపారు. నిబంధనలు ఉల్లంఘించిన సంస్థల గుర్తింపు రద్దు చేస్తామని స్పష్టం చేశారు. <box>28 927 242 980</box>
continued-label: మొదటి పేజి తరువాయి <box>260 957 536 993</box>
registration-mark-group <box>1005 2418 1091 2436</box>
body-paragraph: రాష్ట్రంలో క్రీడా మౌలిక వసతులను బలోపేతం చేసేందుకు ప్రత్యేక నిధి ఏర్పాటు చేస్తున్నట్లు తెలిపారు. అంతర్జాతీయ స్థాయి పోటీలకు సన్నద్ధమయ్యేలా శిక్షణ ఇవ్వనున్నట్లు వెల్లడించారు. <box>28 715 242 768</box>
body-paragraph: ఫీజుల పేరుతో తల్లిదండ్రులను ఇబ్బంది పెడితే చర్యలు తప్పవని మంత్రి హెచ్చరించారు. ఫీజు నియంత్రణ కమిటీ నిబంధనలను తప్పనిసరిగా పాటించాలని ఆదేశించారు. <box>28 882 242 921</box>
body-paragraph: గ్రామీణ ప్రాంతాల్లో రహదారుల నిర్మాణానికి ఈ ఏడాది రూ.1,158 కోట్లు కేటాయించినట్లు తెలిపారు. మొత్తం 761 గ్రామ పంచాయతీల్లో పనులు ప్రారంభించామన్నారు. <box>716 130 862 196</box>
body-paragraph: రైతు ఉత్పత్తులను మార్కెట్లకు చేర్చేందుకు అనుసంధాన రహదారులు కీలకమని, వ్యవసాయ ఆధారిత గ్రామాలకు ప్రాధాన్యం ఇస్తున్నామని చెప్పారు. <box>1343 547 1488 613</box>
article-headline: లాలూ, సోనియాకు కుమారుల భవిష్యత్ గురించే ఆలోచన <box>302 916 929 948</box>
left-article-jubilee-hills <box>28 1656 242 1849</box>
body-paragraph: బీహార్ ఎన్నికల్లోనూ ఇదే తరహా అక్రమాలకు సిద్ధమవుతున్నారని ఆరోపించారు. ఎస్ఐఆర్ ప్రక్రియ పేరుతో లక్షల మంది ఓటర్లను జాబితా నుంచి తొలగించారని మండిపడ్డారు. <box>404 2118 539 2185</box>
main-content <box>260 62 1488 2419</box>
body-paragraph: మారుమూల గిరిజన ప్రాంతాలకు సైతం రహదారి సౌకర్యం కల్పించేందుకు ప్రత్యేక చర్యలు తీసుకుంటున్నామని తెలిపారు. 5.18 లక్షల మందికి ఉపాధి లభించిందన్నారు. <box>260 488 405 554</box>
continued-label: మొదటి పేజి తరువాయి <box>260 1639 536 1675</box>
masthead-logo: విజేత <box>709 15 791 63</box>
body-paragraph: గ్రామ పంచాయతీలకు 15వ ఆర్థిక సంఘం నిధులు సకాలంలో విడుదల చేస్తున్నామని, వాటి వినియోగంలో పారదర్శకత పాటించాలని సూచించారు. <box>724 488 869 541</box>
body-paragraph: ఎన్డీఏ ప్రభుత్వ హయాంలో బీహార్ అభివృద్ధి పథంలో దూసుకుపోతోందని, రానున్న ఎన్నికల్లో ప్రజలు మరోసారి ఆశీర్వదిస్తారని ధీమా వ్యక్తం చేశారు. <box>403 1001 538 1067</box>
quote-body <box>1136 970 1488 1256</box>
body-paragraph: ఎన్నికల సంఘం ఇప్పటికే వివరణ ఇచ్చిందని, పారదర్శక ప్రక్రియపై అనుమానాలు రేకెత్తించడం సరికాదని పేర్కొంది. <box>1139 2036 1308 2074</box>
article-body <box>28 596 242 828</box>
pull-quote: ‘అవిశ్వాస ప్రతిపాదనపై ప్రతి స్పందించేందుకు కూడా ధైర్యం లేదు’ <box>1151 918 1473 960</box>
body-paragraph: కాళేశ్వరం ప్రాజెక్టు అవినీతిపై నివేదిక సిద్ధమైందని, బాధ్యులెవరూ తప్పించుకోలేరని హెచ్చరించారు. ప్రజల సొమ్ము దుర్వినియోగం చేసినవారు జవాబు చెప్పాల్సిందేనని స్పష్టం చేశారు. <box>28 413 242 466</box>
body-paragraph: రెండో దశ ప్రచారంలో ప్రధాని సహా అగ్రనేతలు విస్తృతంగా పర్యటించనున్నారని పార్టీ వర్గాలు తెలిపాయి. <box>983 1273 1241 1402</box>
